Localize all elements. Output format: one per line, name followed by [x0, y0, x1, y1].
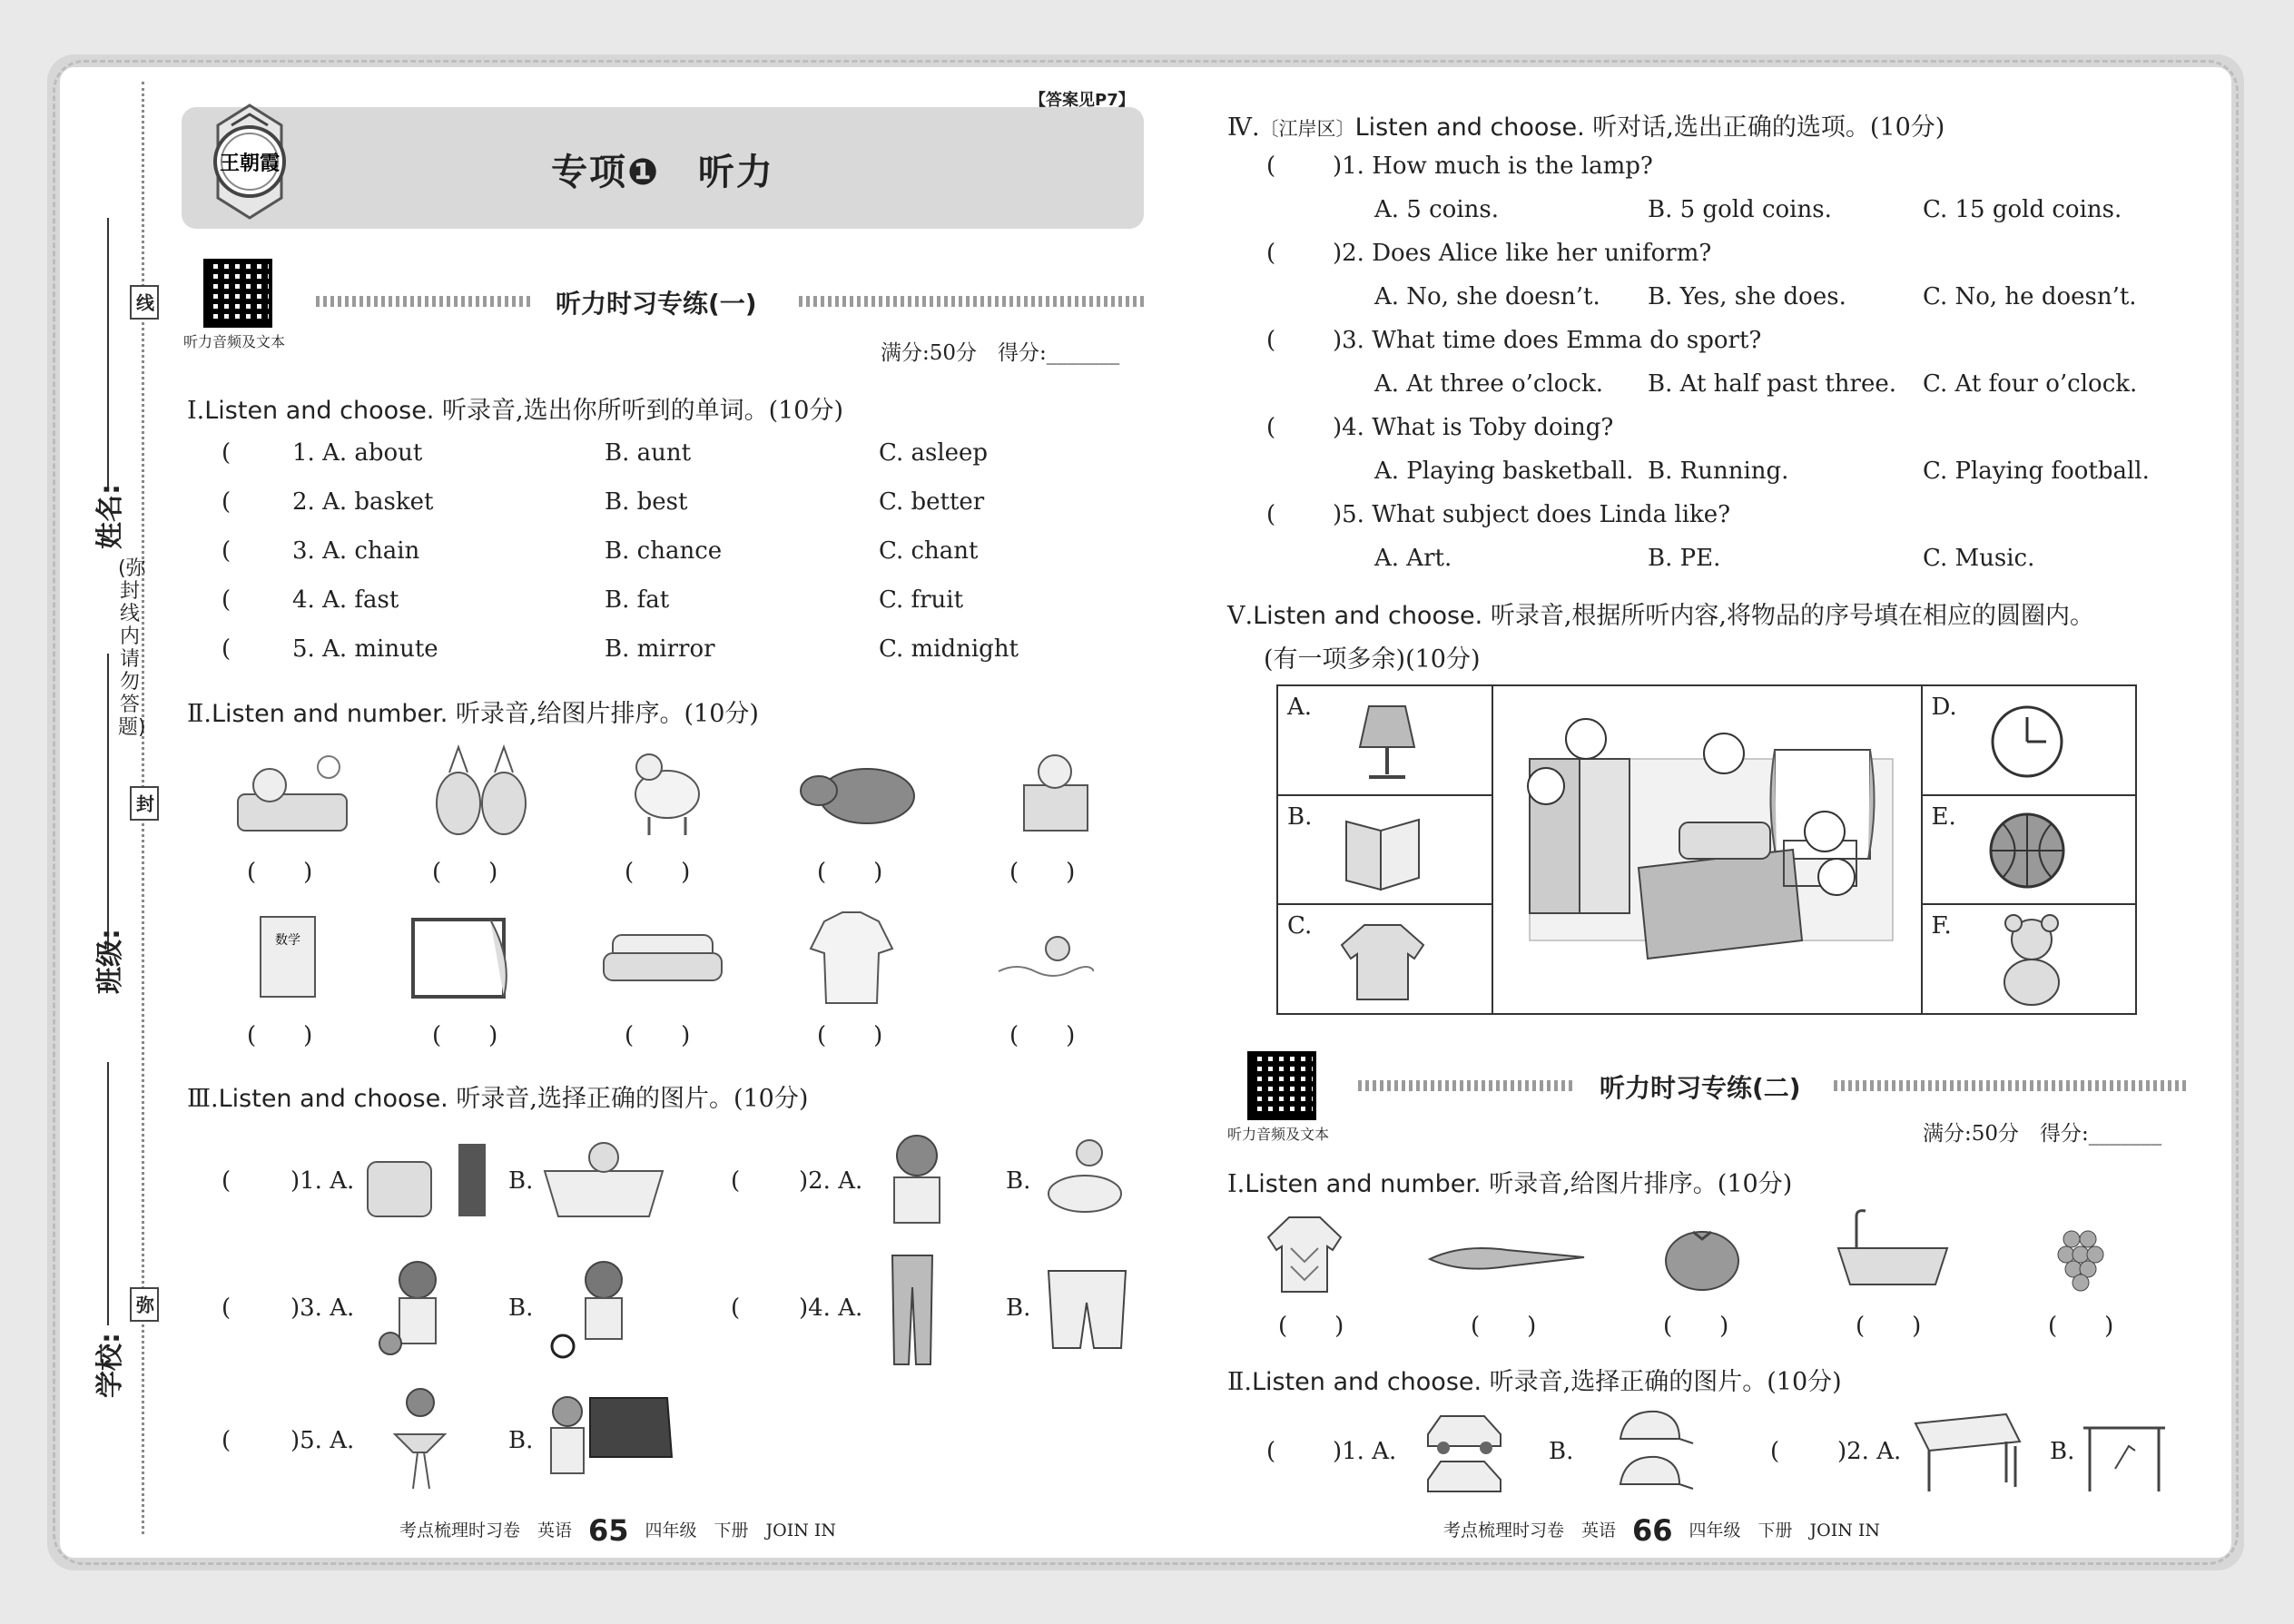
- item-e-cell: [1922, 795, 2137, 905]
- option-text: 4. A. fast: [292, 586, 399, 614]
- option-text: B.: [508, 1294, 534, 1322]
- answer-bracket: ( ): [247, 859, 313, 886]
- option-text: )2. A.: [799, 1167, 863, 1195]
- answer-bracket: (: [222, 1294, 231, 1322]
- answer-bracket: (: [222, 537, 231, 565]
- cat-in-box-picture: [1017, 744, 1094, 835]
- name-label: 姓名:: [94, 484, 126, 549]
- sofa-picture: [599, 921, 726, 994]
- option-text: A.: [1287, 694, 1313, 721]
- math-book-picture: [256, 912, 320, 1003]
- bath-picture: [1834, 1207, 1952, 1289]
- option-text: B. mirror: [605, 635, 715, 663]
- name-line: [107, 218, 109, 490]
- option-text: D.: [1931, 694, 1957, 721]
- section-3-title: Ⅲ.Listen and choose. 听录音,选择正确的图片。(10分): [187, 1085, 809, 1113]
- option-text: B. PE.: [1648, 545, 1721, 572]
- grapes-picture: [2053, 1216, 2108, 1294]
- option-text: C. 15 gold coins.: [1923, 196, 2122, 223]
- answer-bracket: ( ): [432, 1022, 498, 1049]
- option-text: C. better: [879, 488, 985, 516]
- answer-reference: 【答案见P7】: [1029, 91, 1135, 110]
- section-1-title: Ⅰ.Listen and choose. 听录音,选出你所听到的单词。(10分): [187, 397, 843, 425]
- option-text: A. Playing basketball.: [1374, 458, 1634, 485]
- svg-text:数学: 数学: [275, 933, 300, 948]
- option-text: C. At four o’clock.: [1923, 370, 2138, 398]
- bedroom-scene-cell: [1492, 685, 1922, 1014]
- option-text: B.: [508, 1427, 534, 1454]
- answer-bracket: (: [1266, 153, 1276, 180]
- option-text: B.: [1549, 1438, 1574, 1465]
- option-text: B. aunt: [605, 439, 692, 467]
- option-text: 2. A. basket: [292, 488, 434, 516]
- option-text: )3. What time does Emma do sport?: [1333, 327, 1762, 354]
- option-text: )5. What subject does Linda like?: [1333, 501, 1731, 528]
- sweater-picture: [1337, 918, 1428, 1004]
- title-dash-left-2: [1358, 1080, 1576, 1091]
- basketball-boy-picture: [368, 1257, 468, 1362]
- answer-bracket: ( ): [625, 1022, 691, 1049]
- option-text: )1. A.: [290, 1167, 355, 1195]
- answer-bracket: ( ): [247, 1022, 313, 1049]
- section-5-title: Ⅴ.Listen and choose. 听录音,根据所听内容,将物品的序号填在相应的圆圈内。: [1227, 602, 2094, 630]
- item-f-cell: [1922, 904, 2137, 1014]
- ballet-girl-picture: [377, 1384, 458, 1493]
- option-text: )4. A.: [799, 1294, 863, 1322]
- answer-bracket: (: [222, 439, 231, 467]
- crocodile-picture: [1425, 1239, 1589, 1275]
- title-dash-left: [316, 296, 534, 307]
- table-picture: [1906, 1405, 2024, 1496]
- option-text: B.: [1006, 1167, 1031, 1195]
- desk-lamp-picture: [2079, 1405, 2170, 1496]
- answer-bracket: ( ): [1856, 1313, 1922, 1340]
- school-label: 学校:: [94, 1333, 126, 1398]
- answer-bracket: ( ): [1471, 1313, 1537, 1340]
- svg-text:王朝霞: 王朝霞: [219, 153, 281, 175]
- hippo-picture: [799, 758, 921, 835]
- score-line-2: 满分:50分 得分:_______: [1923, 1122, 2162, 1146]
- option-text: )4. What is Toby doing?: [1333, 414, 1614, 441]
- answer-bracket: ( ): [432, 859, 498, 886]
- sweater-2-picture: [1264, 1212, 1345, 1298]
- page-number-66: 66: [1632, 1513, 1673, 1548]
- title-banner: [182, 107, 1144, 229]
- option-text: B.: [1287, 802, 1313, 831]
- teddy-bear-picture: [1986, 914, 2077, 1009]
- option-text: C. Music.: [1923, 545, 2035, 572]
- seal-note: (弥封线内请勿答题): [118, 557, 146, 739]
- title-dash-right: [799, 296, 1144, 307]
- item-c-cell: [1277, 904, 1492, 1014]
- window-picture: [409, 915, 517, 1001]
- qr-code-icon[interactable]: [203, 259, 272, 328]
- answer-bracket: ( ): [1009, 859, 1076, 886]
- qr-code-2-icon[interactable]: [1247, 1051, 1316, 1120]
- option-text: C. No, he doesn’t.: [1923, 283, 2137, 310]
- tomato-picture: [1661, 1221, 1743, 1294]
- answer-bracket: (: [222, 488, 231, 516]
- option-text: B.: [1006, 1294, 1031, 1322]
- option-text: B. chance: [605, 537, 723, 565]
- qr-caption: 听力音频及文本: [183, 333, 286, 350]
- option-text: C.: [1287, 912, 1313, 940]
- lamp-picture: [1351, 697, 1423, 788]
- option-text: 1. A. about: [292, 439, 423, 467]
- caps-picture: [1607, 1403, 1698, 1498]
- class-line: [107, 654, 109, 953]
- practice-title-2: 听力时习专练(二): [1600, 1073, 1801, 1103]
- option-text: )3. A.: [290, 1294, 355, 1322]
- option-text: )2. Does Alice like her uniform?: [1333, 240, 1712, 267]
- qr-caption-2: 听力音频及文本: [1227, 1126, 1330, 1143]
- bedroom-scene-picture: [1493, 686, 1920, 1009]
- option-text: A. No, she doesn’t.: [1374, 283, 1600, 310]
- answer-bracket: (: [1266, 414, 1276, 441]
- answer-bracket: (: [1266, 327, 1276, 354]
- class-label: 班级:: [94, 929, 126, 994]
- answer-bracket: (: [1266, 1438, 1276, 1465]
- page-number-65: 65: [588, 1513, 629, 1548]
- trousers-picture: [885, 1251, 940, 1369]
- option-text: B. best: [605, 488, 688, 516]
- answer-bracket: (: [222, 1167, 231, 1195]
- option-text: E.: [1931, 802, 1956, 831]
- answer-bracket: ( ): [1663, 1313, 1729, 1340]
- option-text: )1. A.: [1333, 1438, 1397, 1465]
- section-2-title: Ⅱ.Listen and number. 听录音,给图片排序。(10分): [187, 700, 759, 728]
- answer-bracket: (: [1266, 240, 1276, 267]
- option-text: B. fat: [605, 586, 670, 614]
- option-text: B. Yes, she does.: [1648, 283, 1846, 310]
- football-boy-picture: [540, 1257, 667, 1362]
- score-line: 满分:50分 得分:_______: [881, 341, 1120, 365]
- answer-bracket: ( ): [817, 1022, 883, 1049]
- piano-girl-picture: [540, 1384, 676, 1493]
- item-d-cell: [1922, 685, 2137, 795]
- section-4-title: Ⅳ.〔江岸区〕Listen and choose. 听对话,选出正确的选项。(10分): [1227, 113, 1945, 142]
- option-text: A. 5 coins.: [1374, 196, 1499, 223]
- school-line: [107, 1062, 109, 1325]
- shorts-picture: [1039, 1266, 1135, 1353]
- page-title: 专项❶ 听力: [551, 152, 774, 193]
- answer-bracket: (: [222, 635, 231, 663]
- swimming-picture: [994, 921, 1094, 994]
- answer-bracket: (: [731, 1294, 741, 1322]
- section-5-subtitle: (有一项多余)(10分): [1264, 645, 1481, 674]
- option-text: C. fruit: [879, 586, 964, 614]
- cars-picture: [1421, 1403, 1511, 1498]
- title-dash-right-2: [1834, 1080, 2188, 1091]
- option-text: B.: [508, 1167, 534, 1195]
- answer-bracket: ( ): [817, 859, 883, 886]
- sheep-picture: [622, 744, 713, 840]
- option-text: B. At half past three.: [1648, 370, 1896, 398]
- boy-reading-picture: [867, 1130, 967, 1230]
- option-text: )5. A.: [290, 1427, 355, 1454]
- option-text: A. At three o’clock.: [1374, 370, 1604, 398]
- answer-bracket: ( ): [625, 859, 691, 886]
- clock-picture: [1986, 701, 2068, 782]
- option-text: 5. A. minute: [292, 635, 438, 663]
- option-text: B.: [2050, 1438, 2075, 1465]
- option-text: A. Art.: [1374, 545, 1452, 572]
- answer-bracket: (: [1266, 501, 1276, 528]
- item-a-cell: [1277, 685, 1492, 795]
- section-r2-title: Ⅱ.Listen and choose. 听录音,选择正确的图片。(10分): [1227, 1368, 1842, 1396]
- option-text: C. chant: [879, 537, 979, 565]
- pineapples-picture: [427, 740, 536, 840]
- bathtub-picture: [536, 1130, 672, 1230]
- answer-bracket: (: [1770, 1438, 1780, 1465]
- item-b-cell: [1277, 795, 1492, 905]
- option-text: )1. How much is the lamp?: [1333, 153, 1653, 180]
- practice-title-1: 听力时习专练(一): [556, 289, 757, 319]
- comic-book-picture: [1337, 812, 1428, 894]
- option-text: C. Playing football.: [1923, 458, 2150, 485]
- answer-bracket: (: [731, 1167, 741, 1195]
- section-r1-title: Ⅰ.Listen and number. 听录音,给图片排序。(10分): [1227, 1170, 1793, 1198]
- seal-mark-line: 线: [130, 285, 159, 320]
- footer-right: 考点梳理时习卷 英语 66 四年级 下册 JOIN IN: [1443, 1513, 1881, 1548]
- basketball-picture: [1986, 810, 2068, 891]
- seal-mark-seal: 封: [130, 786, 159, 821]
- tv-watching-picture: [359, 1135, 495, 1225]
- answer-bracket: ( ): [2048, 1313, 2114, 1340]
- seal-mark-mi: 弥: [130, 1287, 159, 1322]
- option-text: 3. A. chain: [292, 537, 420, 565]
- horse-riding-picture: [1035, 1130, 1135, 1230]
- publisher-logo-icon: [200, 98, 300, 225]
- shirt-picture: [806, 908, 897, 1008]
- option-text: )2. A.: [1837, 1438, 1902, 1465]
- option-text: F.: [1931, 912, 1952, 940]
- option-text: B. 5 gold coins.: [1648, 196, 1832, 223]
- sick-boy-in-bed-picture: [229, 744, 356, 840]
- room-items-grid: [1276, 684, 2137, 1015]
- answer-bracket: ( ): [1278, 1313, 1344, 1340]
- footer-left: 考点梳理时习卷 英语 65 四年级 下册 JOIN IN: [399, 1513, 837, 1548]
- answer-bracket: ( ): [1009, 1022, 1076, 1049]
- answer-bracket: (: [222, 586, 231, 614]
- option-text: C. asleep: [879, 439, 989, 467]
- answer-bracket: (: [222, 1427, 231, 1454]
- option-text: B. Running.: [1648, 458, 1789, 485]
- option-text: C. midnight: [879, 635, 1019, 663]
